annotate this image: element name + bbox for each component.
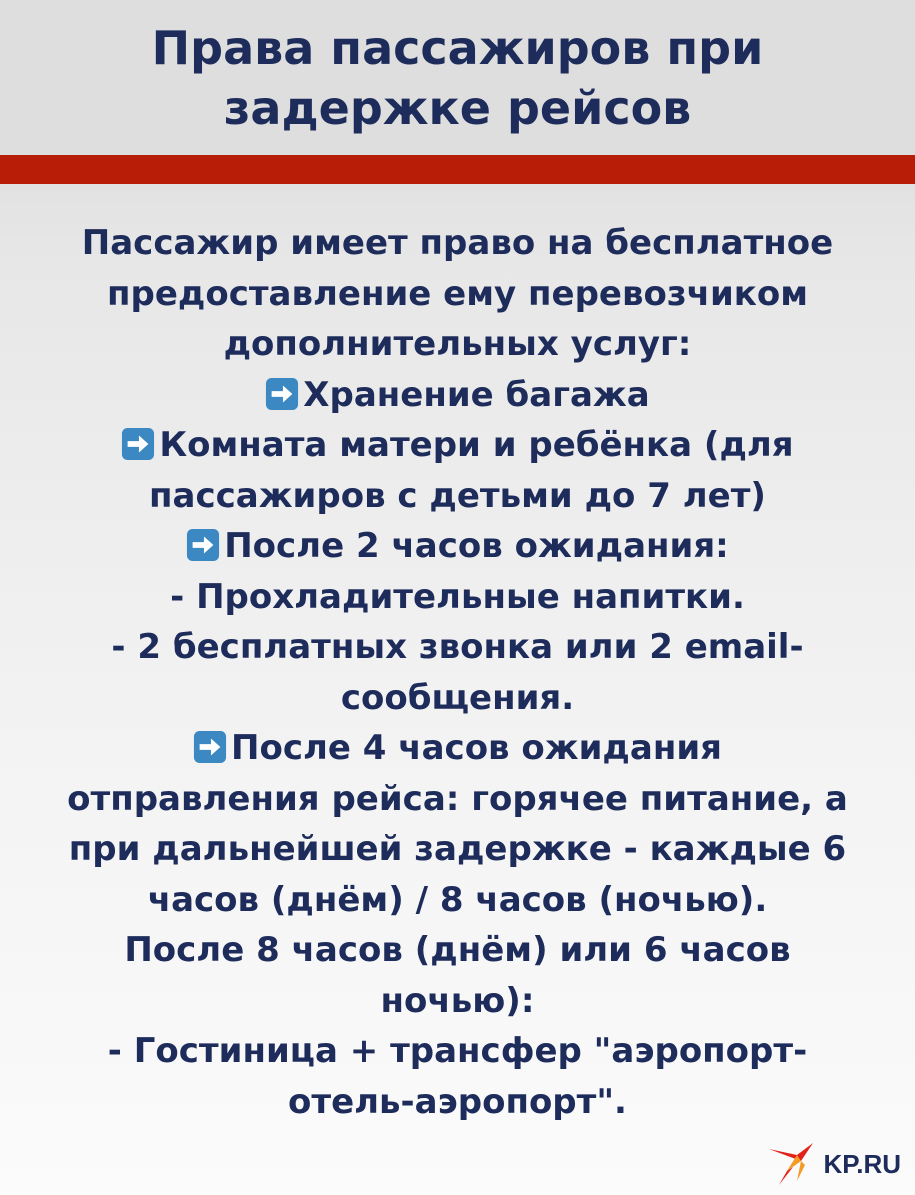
list-item-luggage bbox=[20, 370, 895, 421]
list-item-after-4-hours bbox=[20, 723, 895, 774]
right-arrow-icon bbox=[121, 427, 155, 461]
kp-logo bbox=[767, 1141, 901, 1187]
right-arrow-icon bbox=[186, 528, 220, 562]
list-item-label: После 2 часов ожидания: bbox=[224, 526, 729, 566]
kp-swallow-logo-icon bbox=[767, 1141, 815, 1187]
list-item-continuation: при дальнейшей задержке - каждые 6 bbox=[68, 829, 847, 869]
list-item-continuation: ночью): bbox=[380, 980, 535, 1021]
list-item-label: Комната матери и ребёнка (для bbox=[159, 425, 794, 465]
right-arrow-icon bbox=[193, 730, 227, 764]
title-line: Права пассажиров при bbox=[151, 20, 764, 75]
list-item-continuation: отправления рейса: горячее питание, а bbox=[67, 778, 848, 819]
list-item-continuation: часов (днём) / 8 часов (ночью). bbox=[147, 879, 768, 920]
intro-text: предоставление ему перевозчиком bbox=[106, 273, 809, 314]
right-arrow-icon bbox=[265, 377, 299, 411]
list-item-after-8-hours: После 8 часов (днём) или 6 часов bbox=[124, 930, 791, 970]
list-item-label: После 4 часов ожидания bbox=[231, 728, 722, 768]
list-item-label: Хранение багажа bbox=[303, 374, 650, 415]
logo-text: KP.RU bbox=[823, 1148, 901, 1179]
rights-list bbox=[20, 218, 895, 1127]
page-title bbox=[78, 18, 838, 138]
list-item-mother-child-room bbox=[20, 420, 895, 471]
header bbox=[0, 0, 915, 155]
sub-item-drinks: - Прохладительные напитки. bbox=[170, 576, 745, 617]
sub-item-continuation: отель-аэропорт". bbox=[288, 1081, 627, 1122]
list-item-after-2-hours bbox=[20, 521, 895, 572]
sub-item-hotel: - Гостиница + трансфер "аэропорт- bbox=[107, 1031, 808, 1071]
title-line: задержке рейсов bbox=[223, 80, 692, 135]
intro-text: Пассажир имеет право на бесплатное bbox=[81, 223, 834, 263]
list-item-continuation: пассажиров с детьми до 7 лет) bbox=[149, 475, 766, 516]
sub-item-calls: - 2 бесплатных звонка или 2 email- bbox=[111, 627, 804, 667]
intro-text: дополнительных услуг: bbox=[223, 324, 692, 364]
sub-item-continuation: сообщения. bbox=[340, 677, 575, 718]
accent-divider bbox=[0, 155, 915, 184]
